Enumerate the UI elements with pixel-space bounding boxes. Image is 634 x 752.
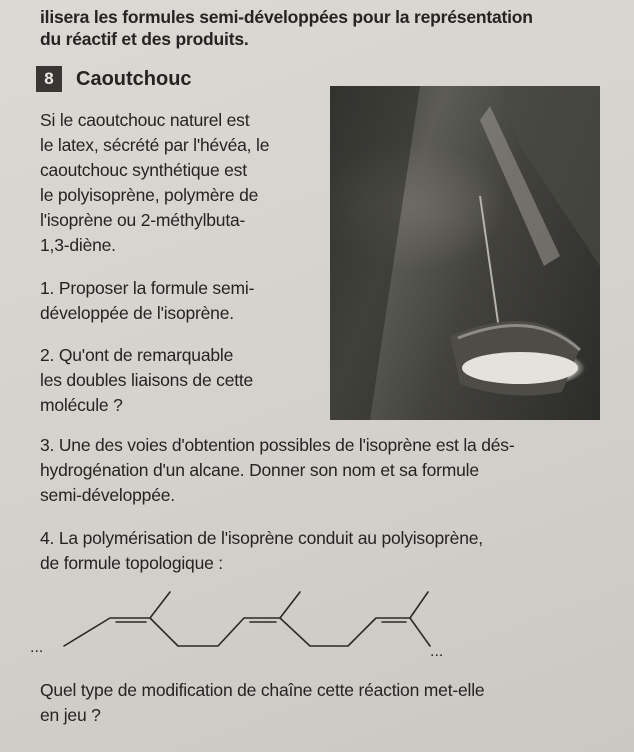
exercise-number-badge: 8 bbox=[36, 66, 62, 92]
question-line: les doubles liaisons de cette bbox=[40, 370, 254, 390]
question-line: en jeu ? bbox=[40, 705, 101, 725]
formula-drawing bbox=[30, 584, 450, 664]
question-line: de formule topologique : bbox=[40, 553, 223, 573]
question-line: 2. Qu'ont de remarquable bbox=[40, 345, 234, 365]
paragraph-line: 1,3-diène. bbox=[40, 235, 116, 255]
intro-line-2: du réactif et des produits. bbox=[40, 29, 249, 49]
paragraph-line: le latex, sécrété par l'hévéa, le bbox=[40, 135, 270, 155]
photo-illustration bbox=[330, 86, 600, 420]
question-line: 3. Une des voies d'obtention possibles de l'isoprène est la dés- bbox=[40, 435, 515, 455]
exercise-title: Caoutchouc bbox=[76, 68, 192, 90]
question-line: Quel type de modification de chaîne cette réaction met-elle bbox=[40, 680, 485, 700]
question-line: 1. Proposer la formule semi- bbox=[40, 278, 255, 298]
question-line: 4. La polymérisation de l'isoprène conduit au polyisoprène, bbox=[40, 528, 483, 548]
paragraph-line: Si le caoutchouc naturel est bbox=[40, 110, 250, 130]
paragraph-line: le polyisoprène, polymère de bbox=[40, 185, 259, 205]
formula-dots-left: ... bbox=[30, 639, 44, 656]
question-line: molécule ? bbox=[40, 395, 123, 415]
rubber-tree-latex-photo bbox=[330, 86, 600, 420]
question-line: semi-développée. bbox=[40, 485, 175, 505]
question-line: hydrogénation d'un alcane. Donner son nom et sa formule bbox=[40, 460, 479, 480]
intro-line-1: ilisera les formules semi-développées pour la représentation bbox=[40, 7, 533, 27]
question-line: développée de l'isoprène. bbox=[40, 303, 234, 323]
paragraph-line: caoutchouc synthétique est bbox=[40, 160, 247, 180]
paragraph-line: l'isoprène ou 2-méthylbuta- bbox=[40, 210, 246, 230]
polyisoprene-skeletal-formula bbox=[30, 584, 450, 669]
formula-dots-right: ... bbox=[430, 643, 444, 660]
